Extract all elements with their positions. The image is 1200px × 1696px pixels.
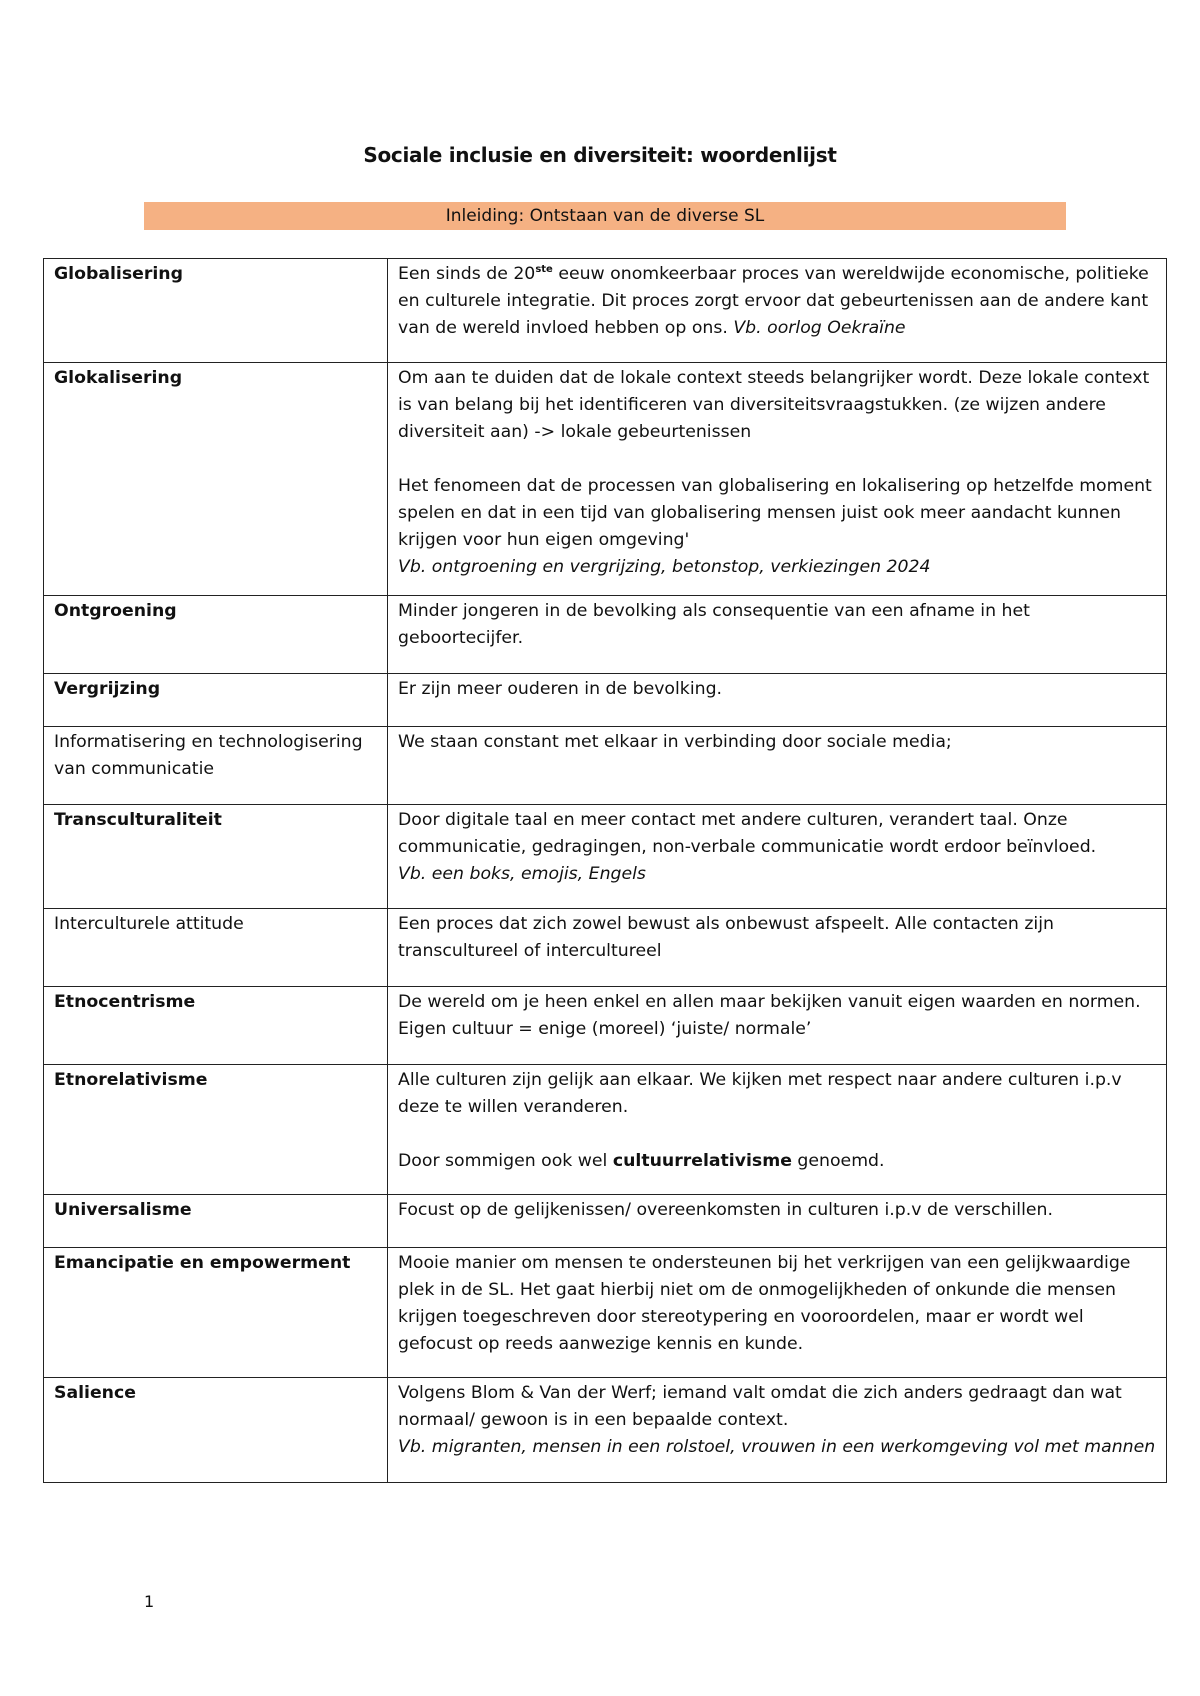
table-row [44,727,1167,805]
definition-cell [388,1195,1167,1248]
term-cell: Etnorelativisme [44,1065,388,1195]
table-row [44,1378,1167,1483]
definition-text: Door digitale taal en meer contact met andere culturen, verandert taal. Onze communicatie, gedragingen, non-verbale communicatie wordt erdoor beïnvloed. [398,810,1097,857]
definition-cell [388,987,1167,1065]
document-title: Sociale inclusie en diversiteit: woordenlijst [363,143,837,167]
table-row [44,363,1167,596]
definition-cell [388,363,1167,596]
table-row [44,1248,1167,1378]
definition-text: Om aan te duiden dat de lokale context steeds belangrijker wordt. Deze lokale context is van belang bij het identificeren van diversiteitsvraagstukken. (ze wijzen andere diversiteit aan) -> lokale gebeurtenissen [398,368,1150,442]
definition-text: Focust op de gelijkenissen/ overeenkomsten in culturen i.p.v de verschillen. [398,1200,1053,1220]
term-cell: Globalisering [44,259,388,363]
definition-cell [388,1065,1167,1195]
definition-text: genoemd. [791,1151,885,1171]
term-cell: Salience [44,1378,388,1483]
definition-cell [388,1378,1167,1483]
definition-text: Het fenomeen dat de processen van globalisering en lokalisering op hetzelfde moment spelen en dat in een tijd van globalisering mensen juist ook meer aandacht kunnen krijgen voor hun eigen omgeving' [398,476,1152,550]
example-text: Vb. oorlog Oekraïne [733,318,906,338]
table-row [44,1195,1167,1248]
table-row [44,259,1167,363]
definition-text: Mooie manier om mensen te ondersteunen bij het verkrijgen van een gelijkwaardige plek in de SL. Het gaat hierbij niet om de onmogelijkheden of onkunde die mensen krijgen toegeschreven door stereotypering en vooroordelen, maar er wordt wel gefocust op reeds aanwezige kennis en kunde. [398,1253,1131,1354]
definition-cell [388,674,1167,727]
definition-cell [388,909,1167,987]
definition-text: Een sinds de 20 [398,264,536,284]
section-heading: Inleiding: Ontstaan van de diverse SL [144,202,1066,230]
term-cell: Interculturele attitude [44,909,388,987]
definition-cell [388,1248,1167,1378]
term-cell: Informatisering en technologisering van communicatie [44,727,388,805]
term-cell: Vergrijzing [44,674,388,727]
table-row [44,674,1167,727]
definition-cell [388,727,1167,805]
term-cell: Transculturaliteit [44,805,388,909]
table-row [44,596,1167,674]
table-row [44,805,1167,909]
definition-text: Er zijn meer ouderen in de bevolking. [398,679,723,699]
definition-text: Alle culturen zijn gelijk aan elkaar. We kijken met respect naar andere culturen i.p.v deze te willen veranderen. [398,1070,1122,1117]
definition-cell [388,259,1167,363]
definition-cell [388,805,1167,909]
term-cell: Etnocentrisme [44,987,388,1065]
example-text: Vb. ontgroening en vergrijzing, betonstop, verkiezingen 2024 [398,557,931,577]
glossary-table [43,258,1167,1483]
definition-text: We staan constant met elkaar in verbinding door sociale media; [398,732,952,752]
term-cell: Ontgroening [44,596,388,674]
page-number: 1 [144,1592,155,1611]
definition-text: De wereld om je heen enkel en allen maar bekijken vanuit eigen waarden en normen. Eigen cultuur = enige (moreel) ‘juiste/ normale’ [398,992,1141,1039]
superscript: ste [535,264,553,276]
highlighted-term: cultuurrelativisme [612,1151,792,1171]
table-row [44,909,1167,987]
table-row [44,987,1167,1065]
definition-text: Volgens Blom & Van der Werf; iemand valt omdat die zich anders gedraagt dan wat normaal/ gewoon is in een bepaalde context. [398,1383,1122,1430]
term-cell: Glokalisering [44,363,388,596]
definition-text: Door sommigen ook wel [398,1151,613,1171]
example-text: Vb. een boks, emojis, Engels [398,864,646,884]
definition-cell [388,596,1167,674]
term-cell: Universalisme [44,1195,388,1248]
table-row [44,1065,1167,1195]
definition-text: Een proces dat zich zowel bewust als onbewust afspeelt. Alle contacten zijn transcultureel of intercultureel [398,914,1054,961]
definition-text: eeuw onomkeerbaar proces van wereldwijde economische, politieke en culturele integratie. Dit proces zorgt ervoor dat gebeurtenissen aan de andere kant van de wereld invloed hebben op ons. [398,264,1149,338]
term-cell: Emancipatie en empowerment [44,1248,388,1378]
example-text: Vb. migranten, mensen in een rolstoel, vrouwen in een werkomgeving vol met mannen [398,1437,1156,1457]
definition-text: Minder jongeren in de bevolking als consequentie van een afname in het geboortecijfer. [398,601,1030,648]
